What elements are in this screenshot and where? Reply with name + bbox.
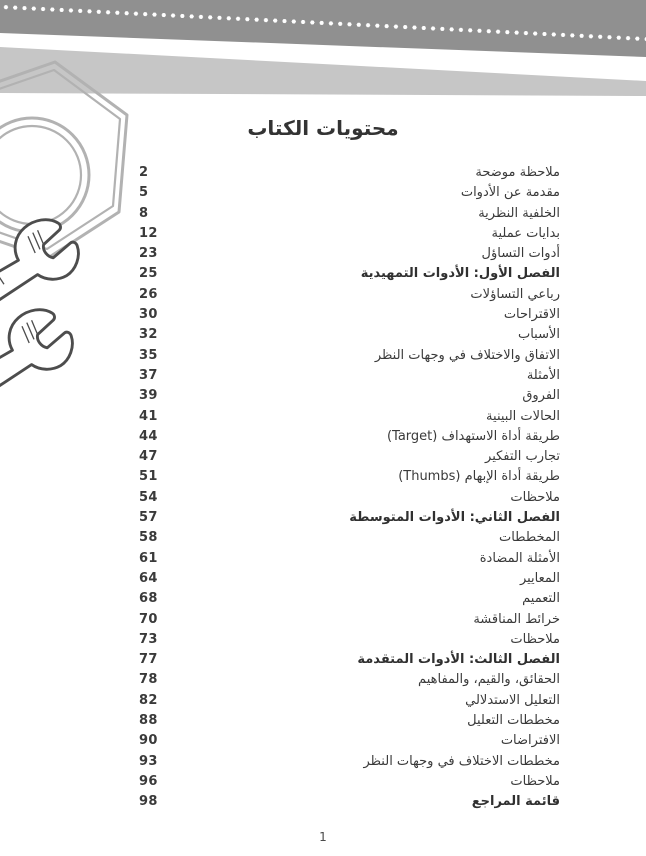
toc-entry-label[interactable]: الخلفية النظرية — [478, 205, 560, 221]
toc-row[interactable] — [139, 630, 560, 650]
toc-entry-page[interactable]: 96 — [139, 773, 158, 789]
toc-entry-page[interactable]: 26 — [139, 286, 158, 302]
toc-entry-page[interactable]: 82 — [139, 692, 158, 708]
toc-entry-label[interactable]: رباعي التساؤلات — [470, 286, 560, 302]
toc-row[interactable] — [139, 346, 560, 366]
toc-row[interactable] — [139, 569, 560, 589]
toc-entry-label[interactable]: التعميم — [522, 591, 560, 607]
toc-dot-leader — [161, 270, 357, 284]
toc-row[interactable] — [139, 407, 560, 427]
toc-entry-label[interactable]: الفصل الثاني: الأدوات المتوسطة — [349, 510, 560, 526]
toc-dot-leader — [151, 209, 474, 223]
toc-row[interactable] — [139, 366, 560, 386]
toc-row[interactable] — [139, 386, 560, 406]
toc-entry-page[interactable]: 93 — [139, 753, 158, 769]
toc-dot-leader — [161, 513, 346, 527]
toc-entry-label[interactable]: الأمثلة — [526, 367, 560, 383]
toc-entry-page[interactable]: 68 — [139, 591, 158, 607]
toc-row[interactable] — [139, 325, 560, 345]
toc-dot-leader — [161, 452, 481, 466]
toc-entry-label[interactable]: طريقة أداة الاستهداف (Target) — [386, 428, 560, 444]
toc-entry-page[interactable]: 37 — [139, 367, 158, 383]
toc-entry-page[interactable]: 5 — [139, 185, 149, 201]
toc-entry-page[interactable]: 54 — [139, 489, 158, 505]
toc-dot-leader — [151, 168, 471, 182]
toc-entry-page[interactable]: 8 — [139, 205, 149, 221]
toc-entry-label[interactable]: الحقائق، والقيم، والمفاهيم — [418, 672, 560, 688]
toc-entry-page[interactable]: 61 — [139, 550, 158, 566]
toc-entry-page[interactable]: 90 — [139, 733, 158, 749]
toc-entry-label[interactable]: المعايير — [519, 570, 560, 586]
toc-row[interactable] — [139, 549, 560, 569]
toc-dot-leader — [161, 412, 482, 426]
toc-entry-label[interactable]: مقدمة عن الأدوات — [460, 185, 560, 201]
toc-entry-label[interactable]: طريقة أداة الإبهام (Thumbs) — [398, 469, 560, 485]
toc-row[interactable] — [139, 589, 560, 609]
toc-dot-leader — [161, 534, 495, 548]
toc-entry-page[interactable]: 57 — [139, 510, 158, 526]
toc-entry-label[interactable]: الفروق — [522, 388, 560, 404]
footer-page-number: 1 — [319, 830, 327, 844]
toc-entry-page[interactable]: 39 — [139, 388, 158, 404]
toc-dot-leader — [161, 493, 507, 507]
toc-row[interactable] — [139, 752, 560, 772]
toc-entry-page[interactable]: 77 — [139, 652, 158, 668]
toc-row[interactable] — [139, 610, 560, 630]
toc-dot-leader — [161, 655, 354, 669]
toc-row[interactable] — [139, 447, 560, 467]
toc-entry-label[interactable]: أدوات التساؤل — [481, 246, 560, 262]
toc-list — [139, 163, 560, 813]
toc-entry-page[interactable]: 25 — [139, 266, 158, 282]
toc-row[interactable] — [139, 467, 560, 487]
toc-entry-label[interactable]: تجارب التفكير — [485, 449, 560, 465]
toc-entry-label[interactable]: الاتفاق والاختلاف في وجهات النظر — [374, 347, 560, 363]
toc-entry-page[interactable]: 78 — [139, 672, 158, 688]
toc-entry-label[interactable]: المخططات — [498, 530, 560, 546]
toc-row[interactable] — [139, 264, 560, 284]
toc-row[interactable] — [139, 244, 560, 264]
toc-row[interactable] — [139, 488, 560, 508]
toc-entry-label[interactable]: ملاحظات — [510, 773, 560, 789]
toc-entry-page[interactable]: 12 — [139, 225, 158, 241]
toc-entry-page[interactable]: 51 — [139, 469, 158, 485]
toc-dot-leader — [161, 290, 467, 304]
toc-entry-label[interactable]: مخططات التعليل — [467, 713, 560, 729]
toc-entry-page[interactable]: 44 — [139, 428, 158, 444]
toc-dot-leader — [161, 737, 497, 751]
toc-dot-leader — [161, 331, 514, 345]
toc-entry-page[interactable]: 47 — [139, 449, 158, 465]
toc-entry-label[interactable]: التعليل الاستدلالي — [465, 692, 560, 708]
toc-row[interactable] — [139, 285, 560, 305]
toc-dot-leader — [161, 615, 470, 629]
toc-entry-label[interactable]: بدايات عملية — [491, 225, 560, 241]
toc-dot-leader — [161, 757, 360, 771]
toc-entry-page[interactable]: 73 — [139, 631, 158, 647]
toc-dot-leader — [161, 351, 371, 365]
toc-entry-label[interactable]: الأمثلة المضادة — [479, 550, 560, 566]
toc-entry-page[interactable]: 2 — [139, 165, 149, 180]
toc-entry-label[interactable]: خرائط المناقشة — [473, 611, 560, 627]
toc-row[interactable] — [139, 508, 560, 528]
toc-entry-label[interactable]: ملاحظات — [510, 489, 560, 505]
toc-row[interactable] — [139, 427, 560, 447]
toc-dot-leader — [161, 676, 414, 690]
toc-row[interactable] — [139, 711, 560, 731]
page-title: محتويات الكتاب — [247, 116, 399, 140]
toc-entry-page[interactable]: 70 — [139, 611, 158, 627]
toc-dot-leader — [151, 189, 456, 203]
toc-entry-page[interactable]: 64 — [139, 570, 158, 586]
toc-dot-leader — [161, 777, 507, 791]
toc-entry-label[interactable]: الاقتراحات — [503, 307, 560, 323]
toc-dot-leader — [161, 635, 507, 649]
toc-row[interactable] — [139, 528, 560, 548]
toc-dot-leader — [161, 696, 461, 710]
toc-row[interactable] — [139, 650, 560, 670]
toc-entry-label[interactable]: قائمة المراجع — [471, 794, 560, 810]
toc-dot-leader — [161, 574, 516, 588]
toc-row[interactable] — [139, 772, 560, 792]
toc-entry-page[interactable]: 98 — [139, 794, 158, 810]
toc-dot-leader — [161, 310, 500, 324]
toc-entry-label[interactable]: مخططات الاختلاف في وجهات النظر — [363, 753, 560, 769]
toc-row[interactable] — [139, 224, 560, 244]
toc-row[interactable] — [139, 792, 560, 812]
toc-dot-leader — [161, 554, 476, 568]
toc-dot-leader — [161, 249, 478, 263]
toc-entry-page[interactable]: 30 — [139, 307, 158, 323]
toc-entry-label[interactable]: الافتراضات — [500, 733, 560, 749]
toc-dot-leader — [161, 473, 394, 487]
toc-row[interactable] — [139, 204, 560, 224]
toc-dot-leader — [161, 229, 488, 243]
toc-dot-leader — [161, 716, 463, 730]
toc-row[interactable] — [139, 731, 560, 751]
toc-row[interactable] — [139, 305, 560, 325]
toc-entry-page[interactable]: 41 — [139, 408, 158, 424]
toc-entry-label[interactable]: الفصل الأول: الأدوات التمهيدية — [360, 266, 560, 282]
toc-dot-leader — [161, 595, 518, 609]
toc-dot-leader — [161, 432, 383, 446]
toc-dot-leader — [161, 371, 523, 385]
toc-dot-leader — [161, 798, 468, 812]
toc-entry-page[interactable]: 35 — [139, 347, 158, 363]
toc-row[interactable] — [139, 163, 560, 183]
toc-entry-label[interactable]: ملاحظات — [510, 631, 560, 647]
toc-entry-page[interactable]: 88 — [139, 713, 158, 729]
toc-row[interactable] — [139, 691, 560, 711]
toc-entry-label[interactable]: ملاحظة موضحة — [475, 165, 560, 180]
toc-entry-page[interactable]: 32 — [139, 327, 158, 343]
toc-row[interactable] — [139, 670, 560, 690]
toc-dot-leader — [161, 392, 519, 406]
toc-entry-label[interactable]: الحالات البينية — [486, 408, 560, 424]
toc-entry-page[interactable]: 58 — [139, 530, 158, 546]
toc-entry-label[interactable]: الفصل الثالث: الأدوات المتقدمة — [357, 652, 560, 668]
toc-entry-label[interactable]: الأسباب — [517, 327, 560, 343]
toc-row[interactable] — [139, 183, 560, 203]
toc-entry-page[interactable]: 23 — [139, 246, 158, 262]
